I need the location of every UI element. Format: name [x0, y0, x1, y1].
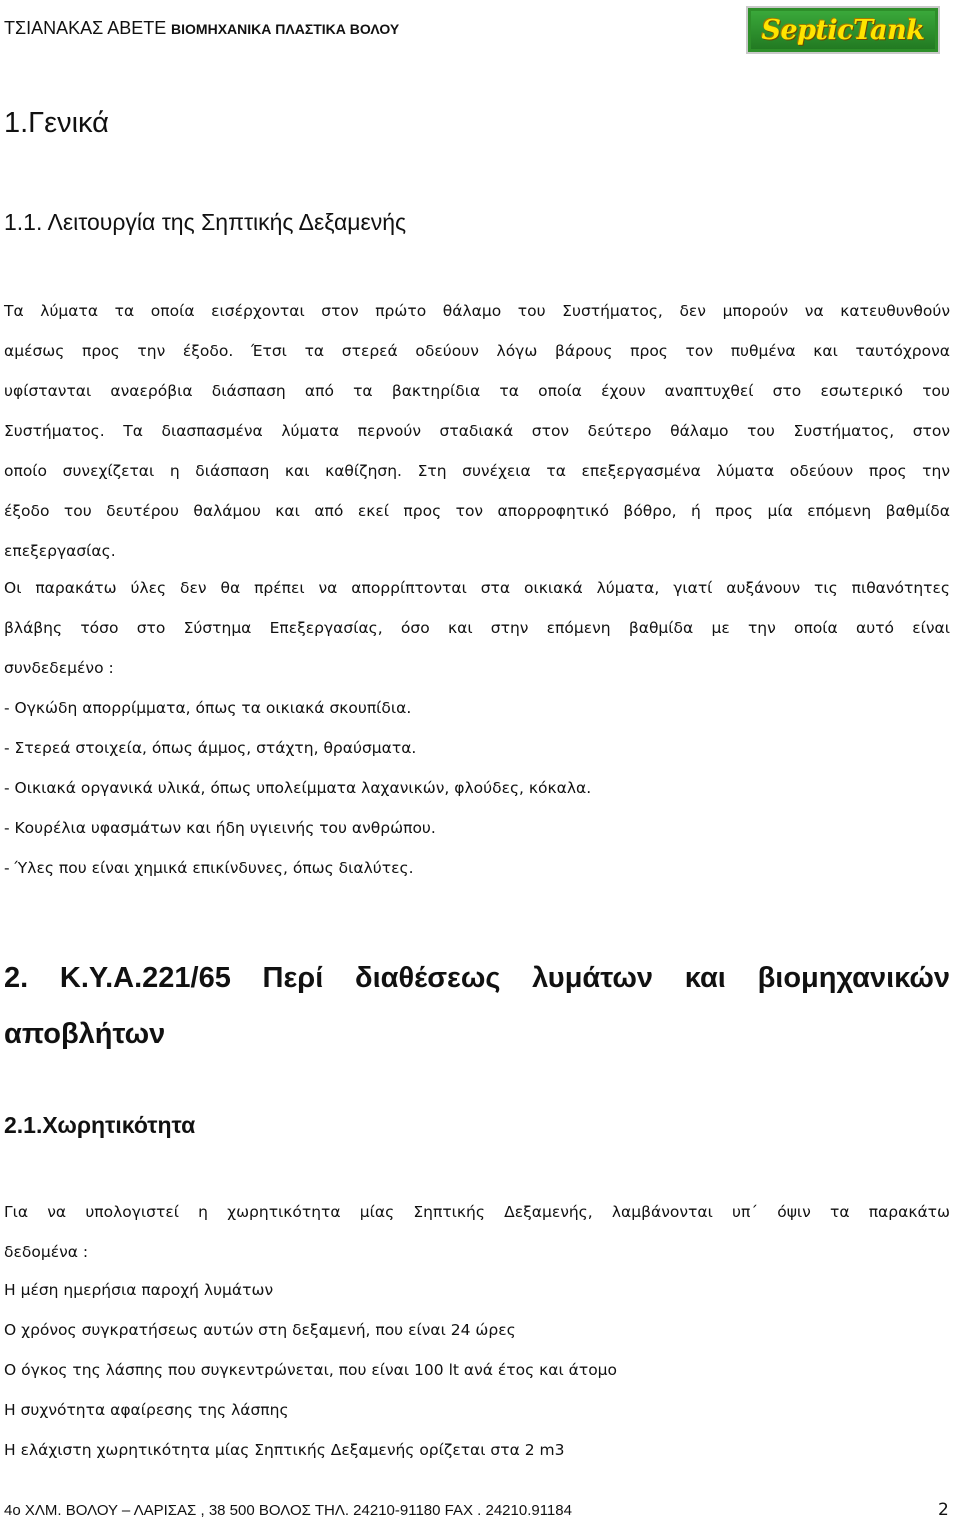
paragraph-line: συνδεδεμένο : [4, 659, 114, 677]
paragraph-line: βλάβης τόσο στο Σύστημα Επεξεργασίας, όσο και στην επόμενη βαθμίδα με την οποία αυτό είναι [4, 619, 950, 637]
paragraph-line: οποίο συνεχίζεται η διάσπαση και καθίζηση. Στη συνέχεια τα επεξεργασμένα λύματα οδεύουν προς την [4, 462, 950, 480]
list-item: - Ύλες που είναι χημικά επικίνδυνες, όπως διαλύτες. [4, 859, 414, 877]
section-2-heading-line2: αποβλήτων [4, 1018, 166, 1050]
section-2-heading [4, 950, 950, 1062]
header-company [4, 18, 399, 39]
company-subtitle: ΒΙΟΜΗΧΑΝΙΚΑ ΠΛΑΣΤΙΚΑ ΒΟΛΟΥ [171, 21, 400, 37]
list-item: - Οικιακά οργανικά υλικά, όπως υπολείμματα λαχανικών, φλούδες, κόκαλα. [4, 779, 592, 797]
paragraph-septic-operation [4, 291, 950, 571]
company-name: ΤΣΙΑΝΑΚΑΣ ΑΒΕΤΕ [4, 18, 167, 38]
paragraph-line: υφίστανται αναερόβια διάσπαση από τα βακτηρίδια τα οποία έχουν αναπτυχθεί στο εσωτερικό του [4, 382, 950, 400]
list-item: - Στερεά στοιχεία, όπως άμμος, στάχτη, θραύσματα. [4, 739, 417, 757]
list-item: Ο όγκος της λάσπης που συγκεντρώνεται, που είναι 100 lt ανά έτος και άτομο [4, 1361, 618, 1379]
list-item: Η μέση ημερήσια παροχή λυμάτων [4, 1281, 274, 1299]
paragraph-line: Τα λύματα τα οποία εισέρχονται στον πρώτο θάλαμο του Συστήματος, δεν μπορούν να κατευθυνθούν [4, 302, 950, 320]
logo-background [751, 11, 935, 49]
list-item: Η ελάχιστη χωρητικότητα μίας Σηπτικής Δεξαμενής ορίζεται στα 2 m3 [4, 1441, 565, 1459]
paragraph-capacity [4, 1192, 950, 1272]
paragraph-line: αμέσως προς την έξοδο. Έτσι τα στερεά οδεύουν λόγω βάρους προς τον πυθμένα και ταυτόχρονα [4, 342, 950, 360]
paragraph-prohibited-materials [4, 568, 950, 688]
paragraph-line: επεξεργασίας. [4, 542, 116, 560]
section-2-heading-line1: 2. Κ.Υ.Α.221/65 Περί διαθέσεως λυμάτων και βιομηχανικών [4, 962, 950, 994]
list-item: Η συχνότητα αφαίρεσης της λάσπης [4, 1401, 289, 1419]
septic-tank-logo [746, 6, 940, 54]
footer-address: 4ο ΧΛΜ. ΒΟΛΟΥ – ΛΑΡΙΣΑΣ , 38 500 ΒΟΛΟΣ ΤΗΛ. 24210-91180 FAX . 24210.91184 [4, 1502, 572, 1519]
capacity-data-list [4, 1270, 617, 1470]
paragraph-line: Για να υπολογιστεί η χωρητικότητα μίας Σηπτικής Δεξαμενής, λαμβάνονται υπ΄ όψιν τα παρακάτω [4, 1203, 950, 1221]
list-item: - Κουρέλια υφασμάτων και ήδη υγιεινής του ανθρώπου. [4, 819, 436, 837]
paragraph-line: δεδομένα : [4, 1243, 89, 1261]
section-1-heading: 1.Γενικά [4, 107, 109, 139]
paragraph-line: έξοδο του δευτέρου θαλάμου και από εκεί προς τον απορροφητικό βόθρο, ή προς μία επόμενη βαθμίδα [4, 502, 950, 520]
section-1-1-heading: 1.1. Λειτουργία της Σηπτικής Δεξαμενής [4, 209, 407, 235]
list-item: Ο χρόνος συγκρατήσεως αυτών στη δεξαμενή, που είναι 24 ώρες [4, 1321, 516, 1339]
paragraph-line: Οι παρακάτω ύλες δεν θα πρέπει να απορρίπτονται στα οικιακά λύματα, γιατί αυξάνουν τις πιθανότητες [4, 579, 950, 597]
logo-text: SepticTank [761, 14, 925, 46]
prohibited-materials-list [4, 688, 591, 888]
page-number: 2 [938, 1500, 949, 1520]
list-item: - Ογκώδη απορρίμματα, όπως τα οικιακά σκουπίδια. [4, 699, 412, 717]
section-2-1-heading: 2.1.Χωρητικότητα [4, 1112, 196, 1138]
paragraph-line: Συστήματος. Τα διασπασμένα λύματα περνούν σταδιακά στον δεύτερο θάλαμο του Συστήματος, στον [4, 422, 950, 440]
